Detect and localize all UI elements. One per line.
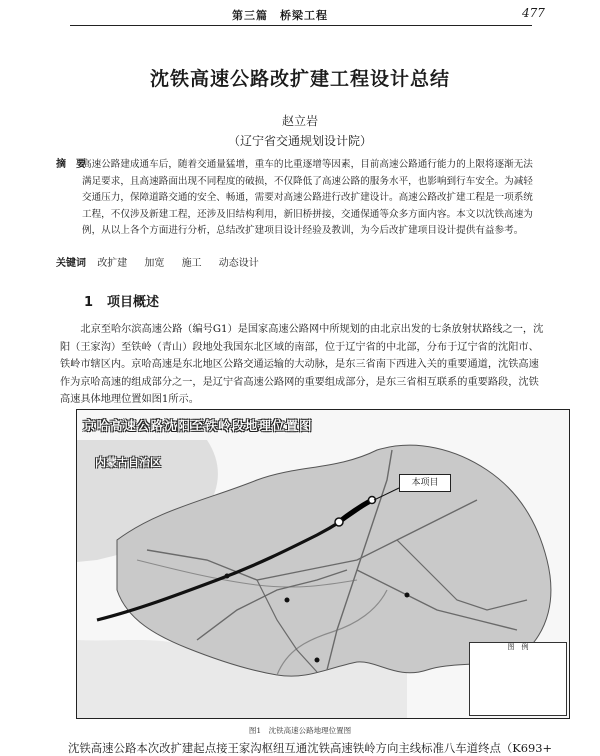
page-number: 477 xyxy=(522,6,545,20)
city-marker xyxy=(315,658,320,663)
figure-caption: 图1 沈铁高速公路地理位置图 xyxy=(248,726,352,735)
legend-title: 图 例 xyxy=(507,643,529,651)
abstract xyxy=(56,157,537,240)
header-section: 第三篇 桥梁工程 xyxy=(232,9,328,22)
article-title: 沈铁高速公路改扩建工程设计总结 xyxy=(149,68,450,90)
continuation-text: 沈铁高速公路本次改扩建起点接王家沟枢纽互通沈铁高速铁岭方向主线标准八车道终点（K693+ xyxy=(68,741,553,755)
city-marker xyxy=(285,598,290,603)
author-name: 赵立岩 xyxy=(281,114,318,128)
map-legend xyxy=(469,642,567,716)
map-title: 京哈高速公路沈阳至铁岭段地理位置图 xyxy=(83,418,313,433)
body-paragraph: 北京至哈尔滨高速公路（编号G1）是国家高速公路网中所规划的由北京出发的七条放射状路线之一，沈阳（王家沟）至铁岭（青山）段地处我国东北区域的南部，位于辽宁省的中北部，分布于辽宁省的沈阳市、铁岭市辖区内。京哈高速是东北地区公路交通运输的大动脉，是东三省南下西进入关的重要通道，沈铁高速作为京哈高速的组成部分之一，是辽宁省高速公路网的重要组成部分，是东三省相互联系的重要路段，沈铁高速具体地理位置如图1所示。 xyxy=(60,324,544,405)
keywords xyxy=(56,254,273,269)
section-number: 1 xyxy=(84,295,94,310)
project-label: 本项目 xyxy=(399,474,451,492)
abstract-label: 摘 要 xyxy=(56,159,86,170)
region-label: 内蒙古自治区 xyxy=(95,456,161,469)
keyword: 加宽 xyxy=(144,258,165,269)
city-marker xyxy=(225,574,230,579)
keywords-label: 关键词 xyxy=(56,258,86,269)
author-affiliation: （辽宁省交通规划设计院） xyxy=(227,134,372,148)
keyword: 改扩建 xyxy=(97,258,128,269)
city-marker xyxy=(405,593,410,598)
section-heading xyxy=(84,291,159,310)
header-rule xyxy=(70,25,532,26)
abstract-text: 高速公路建成通车后，随着交通量猛增，重车的比重逐增等因素，目前高速公路通行能力的上限将逐渐无法满足要求，且高速路面出现不同程度的破损，不仅降低了高速公路的服务水平，也影响到行车安全。为减轻交通压力，保障道路交通的安全、畅通，需要对高速公路进行改扩建设计。高速公路改扩建工程是一项系统工程，不仅涉及新建工程，还涉及旧结构利用，新旧桥拼接，交通保通等众多方面内容。本文以沈铁高速为例，从以上各个方面进行分析，总结改扩建项目设计经验及教训，为今后改扩建项目设计提供有益参考。 xyxy=(82,159,533,236)
keyword: 动态设计 xyxy=(218,258,259,269)
running-header xyxy=(0,0,600,26)
location-map-figure xyxy=(76,409,570,719)
section-title: 项目概述 xyxy=(107,295,160,310)
city-marker xyxy=(335,518,343,526)
keyword: 施工 xyxy=(181,258,202,269)
